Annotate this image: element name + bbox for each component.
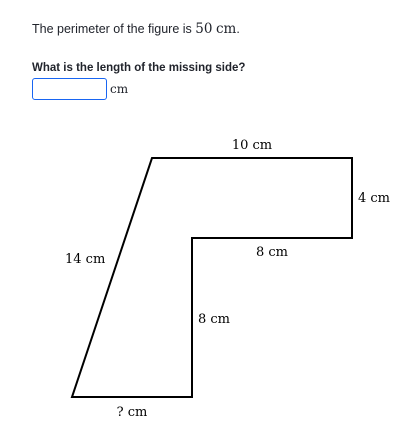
label-inner-horizontal-side: 8 cm bbox=[255, 245, 289, 260]
perimeter-unit: cm bbox=[215, 21, 237, 37]
answer-unit-label: cm bbox=[110, 82, 129, 96]
perimeter-value: 50 bbox=[195, 21, 213, 37]
problem-prefix: The perimeter of the figure is bbox=[32, 22, 196, 36]
label-bottom-missing-side: ? cm bbox=[116, 405, 148, 420]
figure-outline bbox=[72, 158, 352, 397]
label-inner-vertical-side: 8 cm bbox=[198, 312, 231, 327]
question-text: What is the length of the missing side? bbox=[32, 62, 246, 74]
problem-suffix: . bbox=[236, 22, 240, 36]
label-slanted-side: 14 cm bbox=[65, 252, 106, 267]
label-right-side: 4 cm bbox=[358, 191, 391, 206]
label-top-side: 10 cm bbox=[231, 138, 273, 153]
